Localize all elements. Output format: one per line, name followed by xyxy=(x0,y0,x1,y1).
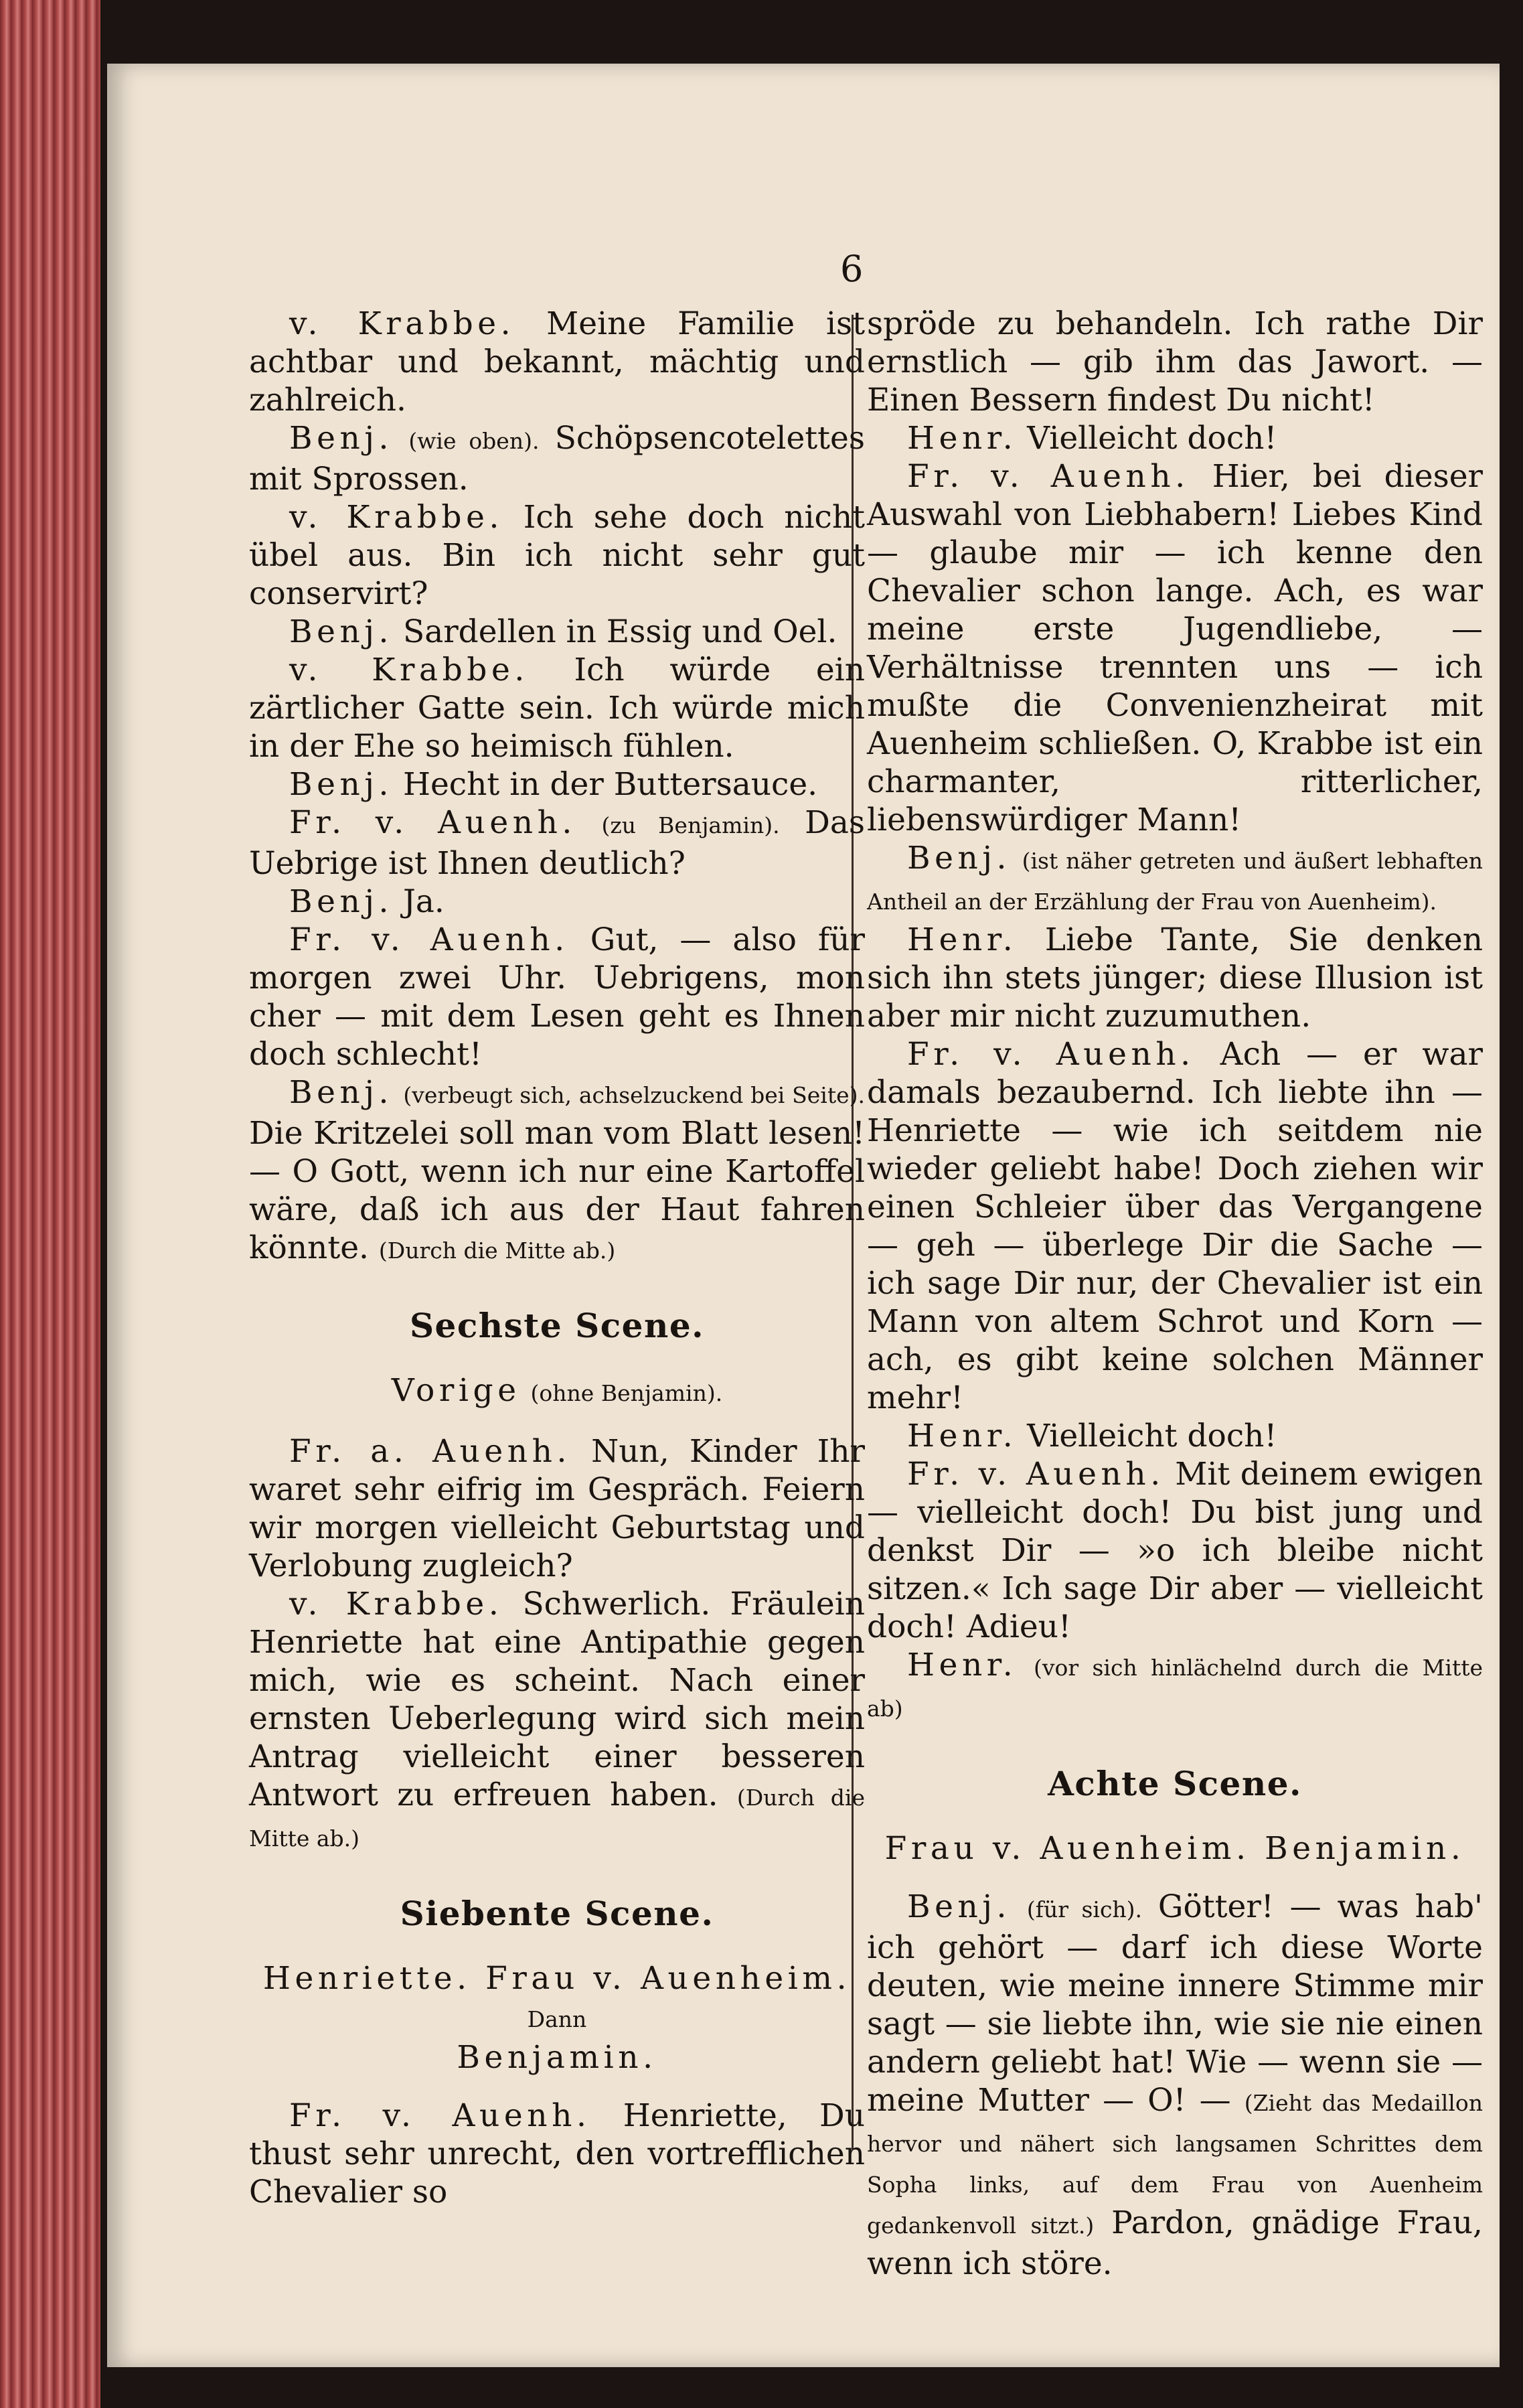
speech xyxy=(249,804,865,883)
speech xyxy=(249,2097,865,2211)
speaker-name: Benj. xyxy=(289,883,394,920)
cast-names: Henriette. Frau v. Auenheim. xyxy=(262,1960,852,1997)
stage-direction: (Durch die Mitte ab.) xyxy=(378,1237,616,1264)
speech xyxy=(249,883,865,921)
speaker-name: Fr. v. Auenh. xyxy=(289,921,569,958)
speaker-name: Benj. xyxy=(907,840,1012,877)
speaker-name: v. Krabbe. xyxy=(289,652,529,688)
stage-direction: (ohne Benjamin). xyxy=(530,1380,723,1406)
speech-text: Das Uebrige ist Ihnen deutlich? xyxy=(249,804,865,882)
page-number: 6 xyxy=(840,248,864,290)
stage-direction: Dann xyxy=(527,2006,587,2032)
speech xyxy=(249,765,865,804)
stage-direction: (Durch die Mitte ab.) xyxy=(249,1785,865,1852)
speaker-name: Benj. xyxy=(289,766,394,803)
speech-text: Ich sehe doch nicht übel aus. Bin ich nicht sehr gut conservirt? xyxy=(249,499,865,612)
stage-direction: (wie oben). xyxy=(408,428,540,454)
speech-text: Sardellen in Essig und Oel. xyxy=(403,613,837,650)
cast-line xyxy=(867,1829,1483,1868)
speech-text: Ich würde ein zärtlicher Gatte sein. Ich würde mich in der Ehe so heimisch fühlen. xyxy=(249,652,865,765)
cast-names: Frau v. Auenheim. Benjamin. xyxy=(884,1830,1465,1867)
stage-direction: (zu Benjamin). xyxy=(601,812,780,838)
speech xyxy=(867,921,1483,1035)
scene-heading: Siebente Scene. xyxy=(400,1894,714,1933)
speech xyxy=(867,457,1483,839)
speech xyxy=(249,498,865,613)
speech-text: Ja. xyxy=(403,883,445,920)
stage-direction: (für sich). xyxy=(1026,1896,1143,1923)
speaker-name: Henr. xyxy=(907,420,1018,457)
book-edge xyxy=(0,0,100,2408)
speech-text: Die Kritzelei soll man vom Blatt lesen! — O Gott, wenn ich nur eine Kartoffel wäre, daß ich aus der Haut fahren könnte. xyxy=(249,1115,865,1266)
speech xyxy=(867,1455,1483,1646)
speaker-name: v. Krabbe. xyxy=(289,1586,503,1623)
speech-text: Nun, Kinder Ihr waret sehr eifrig im Gespräch. Feiern wir morgen vielleicht Geburtstag und Verlobung zugleich? xyxy=(249,1433,865,1584)
speech-text: Vielleicht doch! xyxy=(1027,420,1277,457)
speech-text: Henriette, Du thust sehr unrecht, den vortrefflichen Chevalier so xyxy=(249,2097,865,2210)
speaker-name: v. Krabbe. xyxy=(289,499,504,536)
speech xyxy=(867,1646,1483,1728)
speech-text: Schwerlich. Fräulein Henriette hat eine Antipathie gegen mich, wie es scheint. Nach einer ernsten Ueberlegung wird sich mein Antrag vielleicht einer besseren Antwort zu erfreuen haben. xyxy=(249,1586,865,1813)
speech xyxy=(867,1035,1483,1417)
cast-line xyxy=(249,1371,865,1412)
speech xyxy=(867,1888,1483,2283)
speaker-name: Benj. xyxy=(289,1074,394,1111)
speech-text: Vielleicht doch! xyxy=(1027,1418,1277,1454)
speech xyxy=(249,1585,865,1858)
speaker-name: Fr. v. Auenh. xyxy=(289,804,576,841)
speaker-name: Benj. xyxy=(289,420,394,457)
scene-heading: Sechste Scene. xyxy=(409,1306,705,1345)
speaker-name: Henr. xyxy=(907,1418,1018,1454)
speech xyxy=(249,419,865,498)
speaker-name: Fr. v. Auenh. xyxy=(289,2097,591,2134)
speaker-name: Benj. xyxy=(289,613,394,650)
cast-names: Benjamin. xyxy=(457,2039,657,2076)
speech xyxy=(867,419,1483,457)
speech xyxy=(867,839,1483,921)
speech xyxy=(249,1432,865,1585)
speaker-name: Henr. xyxy=(907,921,1018,958)
continued-text: spröde zu behandeln. Ich rathe Dir ernstlich — gib ihm das Jawort. — Einen Bessern findest Du nicht! xyxy=(867,305,1483,419)
stage-direction: (Zieht das Medaillon hervor und nähert sich langsamen Schrittes dem Sopha links, auf dem Frau von Auenheim gedankenvoll sitzt.) xyxy=(867,2090,1483,2239)
right-column xyxy=(867,305,1483,2283)
cast-names: Vorige xyxy=(391,1372,521,1409)
speech-text: Schöpsencotelettes mit Sprossen. xyxy=(249,420,865,498)
speech-text: Gut, — also für morgen zwei Uhr. Uebrigens, mon cher — mit dem Lesen geht es Ihnen doch schlecht! xyxy=(249,921,865,1073)
scene-heading: Achte Scene. xyxy=(1048,1764,1302,1803)
speech-text: Hecht in der Buttersauce. xyxy=(403,766,818,803)
speech xyxy=(867,1417,1483,1455)
speech-text: Götter! — was hab' ich gehört — darf ich diese Worte deuten, wie meine innere Stimme mir sagt — sie liebte ihn, wie sie nie einen andern geliebt hat! Wie — wenn sie — meine Mutter — O! — xyxy=(867,1888,1483,2119)
speaker-name: Fr. v. Auenh. xyxy=(907,1456,1165,1493)
speech xyxy=(249,613,865,651)
speech xyxy=(249,651,865,765)
speech-text: Pardon, gnädige Frau, wenn ich störe. xyxy=(867,2204,1483,2282)
speaker-name: Fr. v. Auenh. xyxy=(907,1036,1195,1073)
speaker-name: Fr. a. Auenh. xyxy=(289,1433,572,1470)
speaker-name: Benj. xyxy=(907,1888,1012,1925)
speech xyxy=(249,921,865,1073)
left-column xyxy=(249,305,865,2211)
speech xyxy=(249,1073,865,1270)
stage-direction: (vor sich hinlächelnd durch die Mitte ab) xyxy=(867,1655,1483,1722)
speaker-name: Henr. xyxy=(907,1647,1018,1683)
speech-text: Liebe Tante, Sie denken sich ihn stets jünger; diese Illusion ist aber mir nicht zuzumuthen. xyxy=(867,921,1483,1035)
speech-text: Mit deinem ewigen — vielleicht doch! Du bist jung und denkst Dir — »o ich bleibe nicht sitzen.« Ich sage Dir aber — vielleicht doch! Adieu! xyxy=(867,1456,1483,1645)
speaker-name: v. Krabbe. xyxy=(289,305,515,342)
speech xyxy=(249,305,865,419)
stage-direction: (ist näher getreten und äußert lebhaften Antheil an der Erzählung der Frau von Auenheim). xyxy=(867,848,1483,915)
speech-text: Hier, bei dieser Auswahl von Liebhabern! Liebes Kind — glaube mir — ich kenne den Chevalier schon lange. Ach, es war meine erste Jugendliebe, — Verhältnisse trennten uns — ich mußte die Convenienzheirat mit Auenheim schließen. O, Krabbe ist ein charmanter, ritterlicher, liebenswürdiger Mann! xyxy=(867,458,1483,838)
stage-direction: (verbeugt sich, achselzuckend bei Seite). xyxy=(403,1082,865,1108)
speaker-name: Fr. v. Auenh. xyxy=(907,458,1190,495)
cast-line xyxy=(249,1959,865,2077)
speech-text: Meine Familie ist achtbar und bekannt, mächtig und zahlreich. xyxy=(249,305,865,419)
speech-text: Ach — er war damals bezaubernd. Ich liebte ihn — Henriette — wie ich seitdem nie wieder geliebt habe! Doch ziehen wir einen Schleier über das Vergangene — geh — überlege Dir die Sache — ich sage Dir nur, der Chevalier ist ein Mann von altem Schrot und Korn — ach, es gibt keine solchen Männer mehr! xyxy=(867,1036,1483,1416)
